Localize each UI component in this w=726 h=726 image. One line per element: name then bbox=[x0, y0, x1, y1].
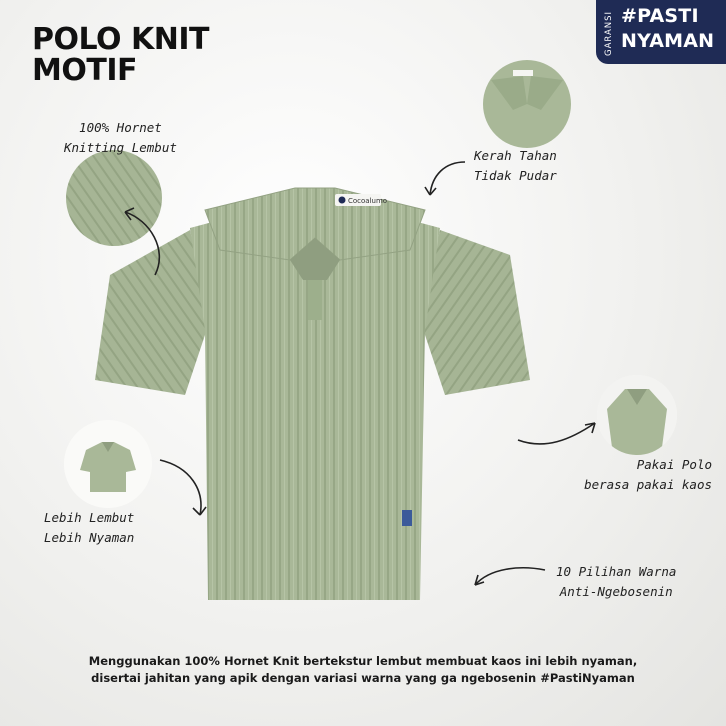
arrow-icon bbox=[150, 455, 210, 520]
product-title: POLO KNIT MOTIF bbox=[32, 22, 209, 88]
polo-front-circle bbox=[597, 375, 677, 455]
callout-warna: 10 Pilihan Warna Anti-Ngebosenin bbox=[556, 564, 677, 599]
callout-pakai: Pakai Polo berasa pakai kaos bbox=[584, 457, 712, 492]
arrow-icon bbox=[420, 150, 470, 200]
guarantee-badge bbox=[596, 0, 726, 64]
arrow-icon bbox=[470, 560, 550, 590]
arrow-icon bbox=[515, 415, 605, 455]
product-description: Menggunakan 100% Hornet Knit bertekstur lembut membuat kaos ini lebih nyaman, disertai jahitan yang apik dengan variasi warna yang ga ngebosenin #PastiNyaman bbox=[88, 654, 638, 685]
shirt-thumbnail-circle bbox=[64, 420, 152, 508]
collar-detail-circle bbox=[483, 60, 571, 148]
arrow-icon bbox=[110, 200, 170, 290]
callout-lembut: Lebih Lembut Lebih Nyaman bbox=[44, 510, 135, 545]
badge-small-text: GARANSI bbox=[604, 10, 614, 56]
brand-tag: Cocoalumo bbox=[348, 197, 388, 205]
callout-hornet: 100% Hornet Knitting Lembut bbox=[64, 120, 177, 155]
badge-hashtag: #PASTI NYAMAN bbox=[621, 5, 715, 52]
callout-kerah: Kerah Tahan Tidak Pudar bbox=[474, 148, 557, 183]
